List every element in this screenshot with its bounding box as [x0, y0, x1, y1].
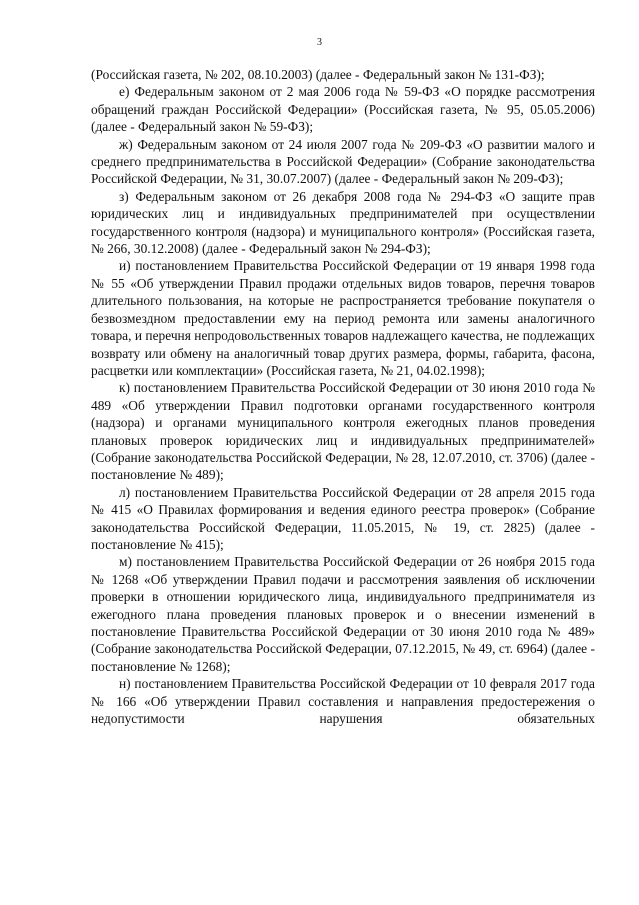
paragraph-d-continuation: (Российская газета, № 202, 08.10.2003) (далее - Федеральный закон № 131-ФЗ); — [91, 67, 545, 82]
paragraph-k: к) постановлением Правительства Российской Федерации от 30 июня 2010 года № 489 «Об утверждении Правил подготовки органами государственного контроля (надзора) и органами муниципального контроля ежегодных планов проведения плановых проверок юридических лиц и индивидуальных предпринимателей» (Собрание законодательства Российской Федерации, № 28, 12.07.2010, ст. 3706) (далее - постановление № 489); — [91, 380, 595, 483]
paragraph-n: н) постановлением Правительства Российской Федерации от 10 февраля 2017 года № 166 «Об утверждении Правил составления и направления предостережения о недопустимости нарушения обязательных — [91, 676, 595, 727]
paragraph-m: м) постановлением Правительства Российской Федерации от 26 ноября 2015 года № 1268 «Об утверждении Правил подачи и рассмотрения заявления об исключении проверки в отношении юридического лица, индивидуального предпринимателя из ежегодного плана проведения плановых проверок и о внесении изменений в постановление Правительства Российской Федерации от 30 июня 2010 года № 489» (Собрание законодательства Российской Федерации, 07.12.2015, № 49, ст. 6964) (далее - постановление № 1268); — [91, 554, 595, 674]
paragraph-z: з) Федеральным законом от 26 декабря 2008 года № 294-ФЗ «О защите прав юридических лиц и индивидуальных предпринимателей при осуществлении государственного контроля (надзора) и муниципального контроля» (Российская газета, № 266, 30.12.2008) (далее - Федеральный закон № 294-ФЗ); — [91, 188, 595, 257]
paragraph-e: е) Федеральным законом от 2 мая 2006 года № 59-ФЗ «О порядке рассмотрения обращений граждан Российской Федерации» (Российская газета, № 95, 05.05.2006) (далее - Федеральный закон № 59-ФЗ); — [91, 84, 595, 135]
paragraph-zh: ж) Федеральным законом от 24 июля 2007 года № 209-ФЗ «О развитии малого и среднего предпринимательства в Российской Федерации» (Собрание законодательства Российской Федерации, № 31, 30.07.2007) (далее - Федеральный закон № 209-ФЗ); — [91, 136, 595, 187]
page-number: 3 — [317, 37, 322, 48]
document-body — [91, 66, 595, 727]
paragraph-l: л) постановлением Правительства Российской Федерации от 28 апреля 2015 года № 415 «О Правилах формирования и ведения единого реестра проверок» (Собрание законодательства Российской Федерации, 11.05.2015, № 19, ст. 2825) (далее - постановление № 415); — [91, 484, 595, 552]
paragraph-i: и) постановлением Правительства Российской Федерации от 19 января 1998 года № 55 «Об утверждении Правил продажи отдельных видов товаров, перечня товаров длительного пользования, на которые не распространяется требование покупателя о безвозмездном предоставлении ему на период ремонта или замены аналогичного товара, и перечня непродовольственных товаров надлежащего качества, не подлежащих возврату или обмену на аналогичный товар других размера, формы, габарита, фасона, расцветки или комплектации» (Российская газета, № 21, 04.02.1998); — [91, 258, 595, 378]
